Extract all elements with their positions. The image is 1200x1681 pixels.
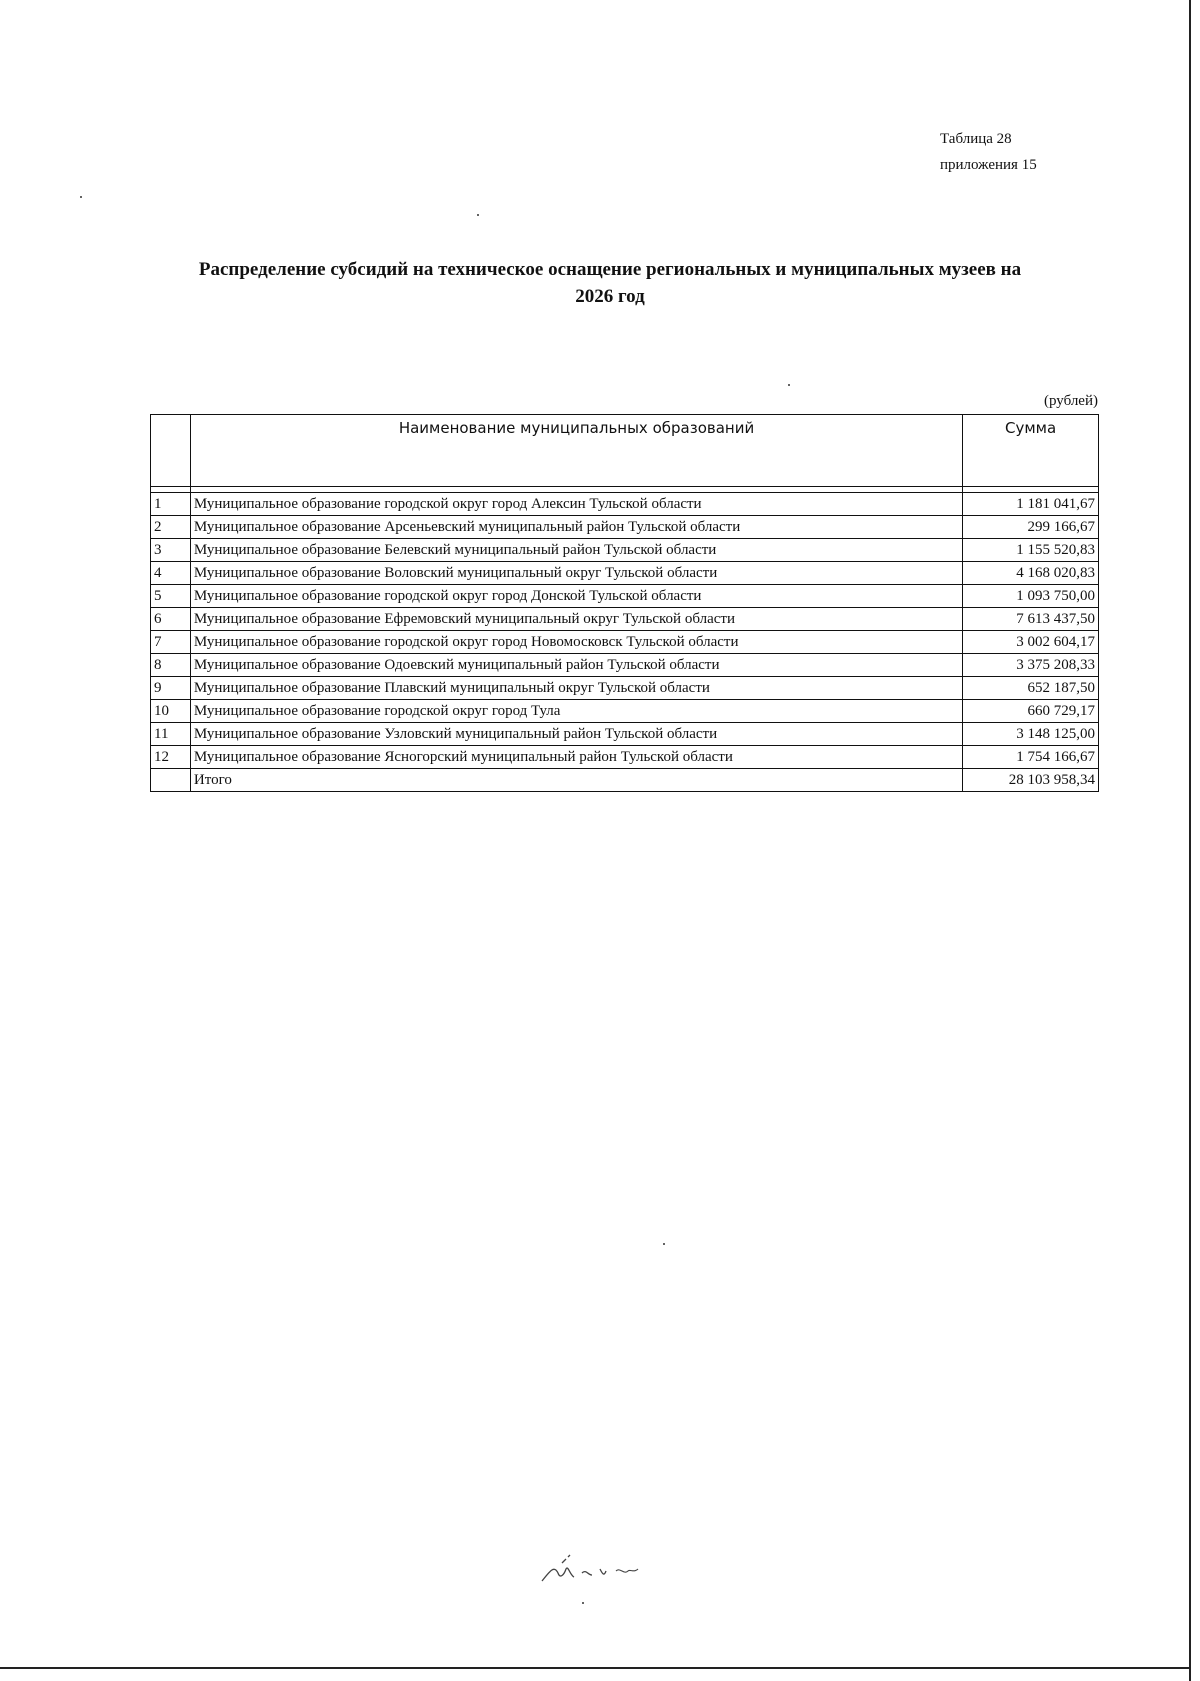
row-name: Муниципальное образование Воловский муниципальный округ Тульской области [190,562,962,585]
row-number: 5 [151,585,191,608]
row-number: 1 [151,493,191,516]
row-name: Муниципальное образование городской округ город Алексин Тульской области [190,493,962,516]
handwritten-signature [540,1545,650,1595]
scan-edge-bottom [0,1667,1191,1669]
total-sum: 28 103 958,34 [963,769,1099,792]
row-sum: 660 729,17 [963,700,1099,723]
document-title-line2: 2026 год [575,286,645,307]
row-sum: 1 093 750,00 [963,585,1099,608]
row-name: Муниципальное образование Ефремовский муниципальный округ Тульской области [190,608,962,631]
scan-speck [788,384,790,386]
row-name: Муниципальное образование Плавский муниципальный округ Тульской области [190,677,962,700]
row-sum: 4 168 020,83 [963,562,1099,585]
row-sum: 1 754 166,67 [963,746,1099,769]
row-number: 10 [151,700,191,723]
row-number: 12 [151,746,191,769]
row-sum: 3 148 125,00 [963,723,1099,746]
row-name: Муниципальное образование городской округ город Тула [190,700,962,723]
total-label: Итого [190,769,962,792]
scan-speck [477,214,479,216]
row-name: Муниципальное образование городской округ город Донской Тульской области [190,585,962,608]
row-sum: 3 002 604,17 [963,631,1099,654]
header-name: Наименование муниципальных образований [190,415,962,487]
row-number: 7 [151,631,191,654]
scan-speck [582,1602,584,1604]
row-name: Муниципальное образование Арсеньевский муниципальный район Тульской области [190,516,962,539]
row-number: 6 [151,608,191,631]
row-sum: 1 181 041,67 [963,493,1099,516]
scan-edge-right [1189,0,1191,1681]
row-sum: 1 155 520,83 [963,539,1099,562]
table-number-label: Таблица 28 [940,131,1012,147]
row-number: 8 [151,654,191,677]
scan-speck [80,196,82,198]
row-number: 2 [151,516,191,539]
table-row [151,585,1099,608]
row-name: Муниципальное образование Ясногорский муниципальный район Тульской области [190,746,962,769]
row-sum: 7 613 437,50 [963,608,1099,631]
table-row [151,746,1099,769]
row-number: 11 [151,723,191,746]
row-name: Муниципальное образование Белевский муниципальный район Тульской области [190,539,962,562]
row-number: 9 [151,677,191,700]
table-total-row [151,769,1099,792]
row-number: 3 [151,539,191,562]
table-row [151,631,1099,654]
table-row [151,700,1099,723]
row-sum: 652 187,50 [963,677,1099,700]
table-row [151,723,1099,746]
header-number [151,415,191,487]
row-name: Муниципальное образование Узловский муниципальный район Тульской области [190,723,962,746]
table-row [151,677,1099,700]
row-sum: 3 375 208,33 [963,654,1099,677]
table-row [151,608,1099,631]
row-name: Муниципальное образование городской округ город Новомосковск Тульской области [190,631,962,654]
table-row [151,539,1099,562]
table-row [151,562,1099,585]
row-number: 4 [151,562,191,585]
row-name: Муниципальное образование Одоевский муниципальный район Тульской области [190,654,962,677]
scan-speck [663,1243,665,1245]
row-sum: 299 166,67 [963,516,1099,539]
units-label: (рублей) [1043,393,1098,409]
table-row [151,493,1099,516]
subsidy-distribution-table [150,414,1099,792]
document-title [140,256,1080,310]
document-title-line1: Распределение субсидий на техническое оснащение региональных и муниципальных музеев на [198,259,1022,280]
table-row [151,516,1099,539]
attachment-label [940,126,1037,178]
header-sum: Сумма [963,415,1099,487]
table-header-row [151,415,1099,487]
total-number [151,769,191,792]
table-row [151,654,1099,677]
appendix-number-label: приложения 15 [940,157,1037,173]
